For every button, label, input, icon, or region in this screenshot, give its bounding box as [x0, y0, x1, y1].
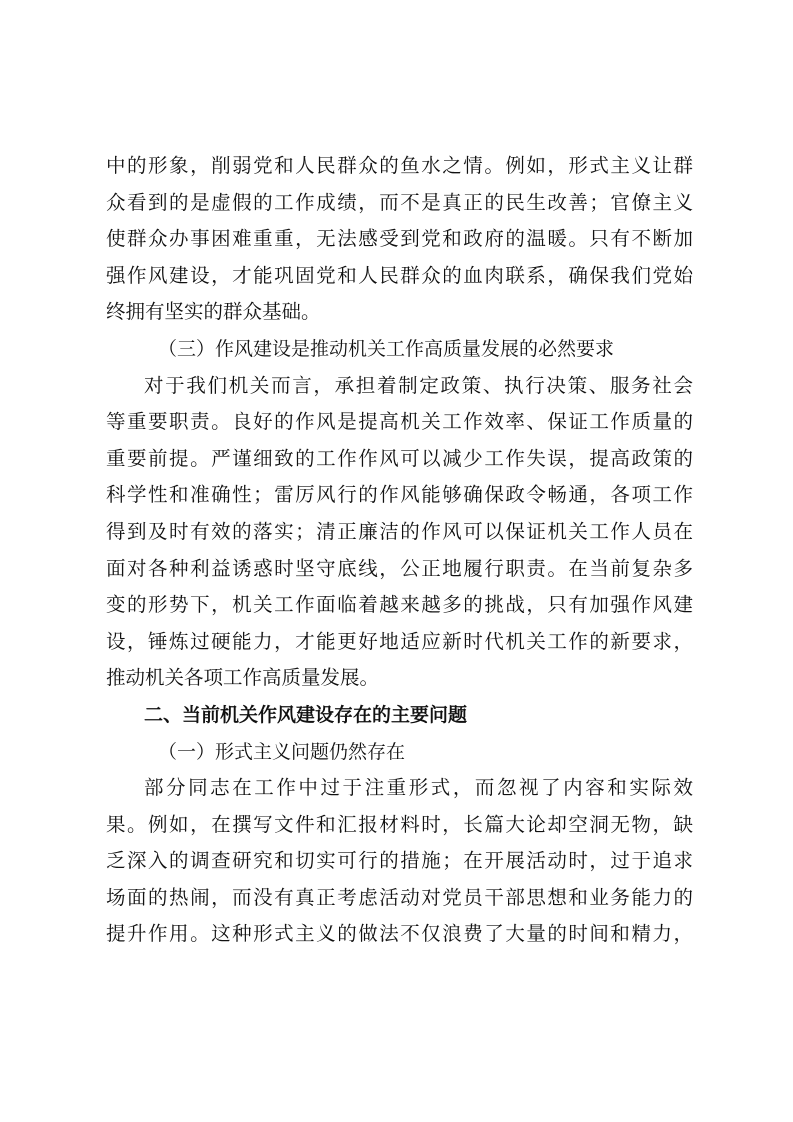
body-line: 中的形象，削弱党和人民群众的鱼水之情。例如，形式主义让群 [106, 154, 693, 177]
body-line: 场面的热闹，而没有真正考虑活动对党员干部思想和业务能力的 [106, 885, 693, 909]
section-heading-1: （一）形式主义问题仍然存在 [158, 740, 406, 763]
body-line: 等重要职责。良好的作风是提高机关工作效率、保证工作质量的 [106, 410, 693, 434]
section-heading-3: （三）作风建设是推动机关工作高质量发展的必然要求 [158, 337, 615, 360]
body-line: 推动机关各项工作高质量发展。 [106, 666, 380, 690]
body-line: 强作风建设，才能巩固党和人民群众的血肉联系，确保我们党始 [106, 263, 693, 287]
body-line: 变的形势下，机关工作面临着越来越多的挑战，只有加强作风建 [106, 593, 693, 617]
body-line: 设，锤炼过硬能力，才能更好地适应新时代机关工作的新要求， [106, 629, 693, 653]
document-body [106, 148, 693, 953]
body-line: 乏深入的调查研究和切实可行的措施；在开展活动时，过于追求 [106, 849, 693, 873]
body-line: 终拥有坚实的群众基础。 [106, 300, 321, 324]
body-line: 果。例如，在撰写文件和汇报材料时，长篇大论却空洞无物，缺 [106, 812, 693, 836]
body-line: 提升作用。这种形式主义的做法不仅浪费了大量的时间和精力， [106, 922, 693, 946]
paragraph-first-line: 对于我们机关而言，承担着制定政策、执行决策、服务社会 [144, 373, 693, 397]
body-line: 面对各种利益诱惑时坚守底线，公正地履行职责。在当前复杂多 [106, 556, 693, 580]
body-line: 众看到的是虚假的工作成绩，而不是真正的民生改善；官僚主义 [106, 190, 693, 214]
body-line: 重要前提。严谨细致的工作作风可以减少工作失误，提高政策的 [106, 446, 693, 470]
body-line: 使群众办事困难重重，无法感受到党和政府的温暖。只有不断加 [106, 227, 693, 251]
body-line: 得到及时有效的落实；清正廉洁的作风可以保证机关工作人员在 [106, 519, 693, 543]
paragraph-first-line: 部分同志在工作中过于注重形式，而忽视了内容和实际效 [144, 776, 693, 800]
body-line: 科学性和准确性；雷厉风行的作风能够确保政令畅通，各项工作 [106, 483, 693, 507]
chapter-heading-2: 二、当前机关作风建设存在的主要问题 [144, 703, 468, 726]
